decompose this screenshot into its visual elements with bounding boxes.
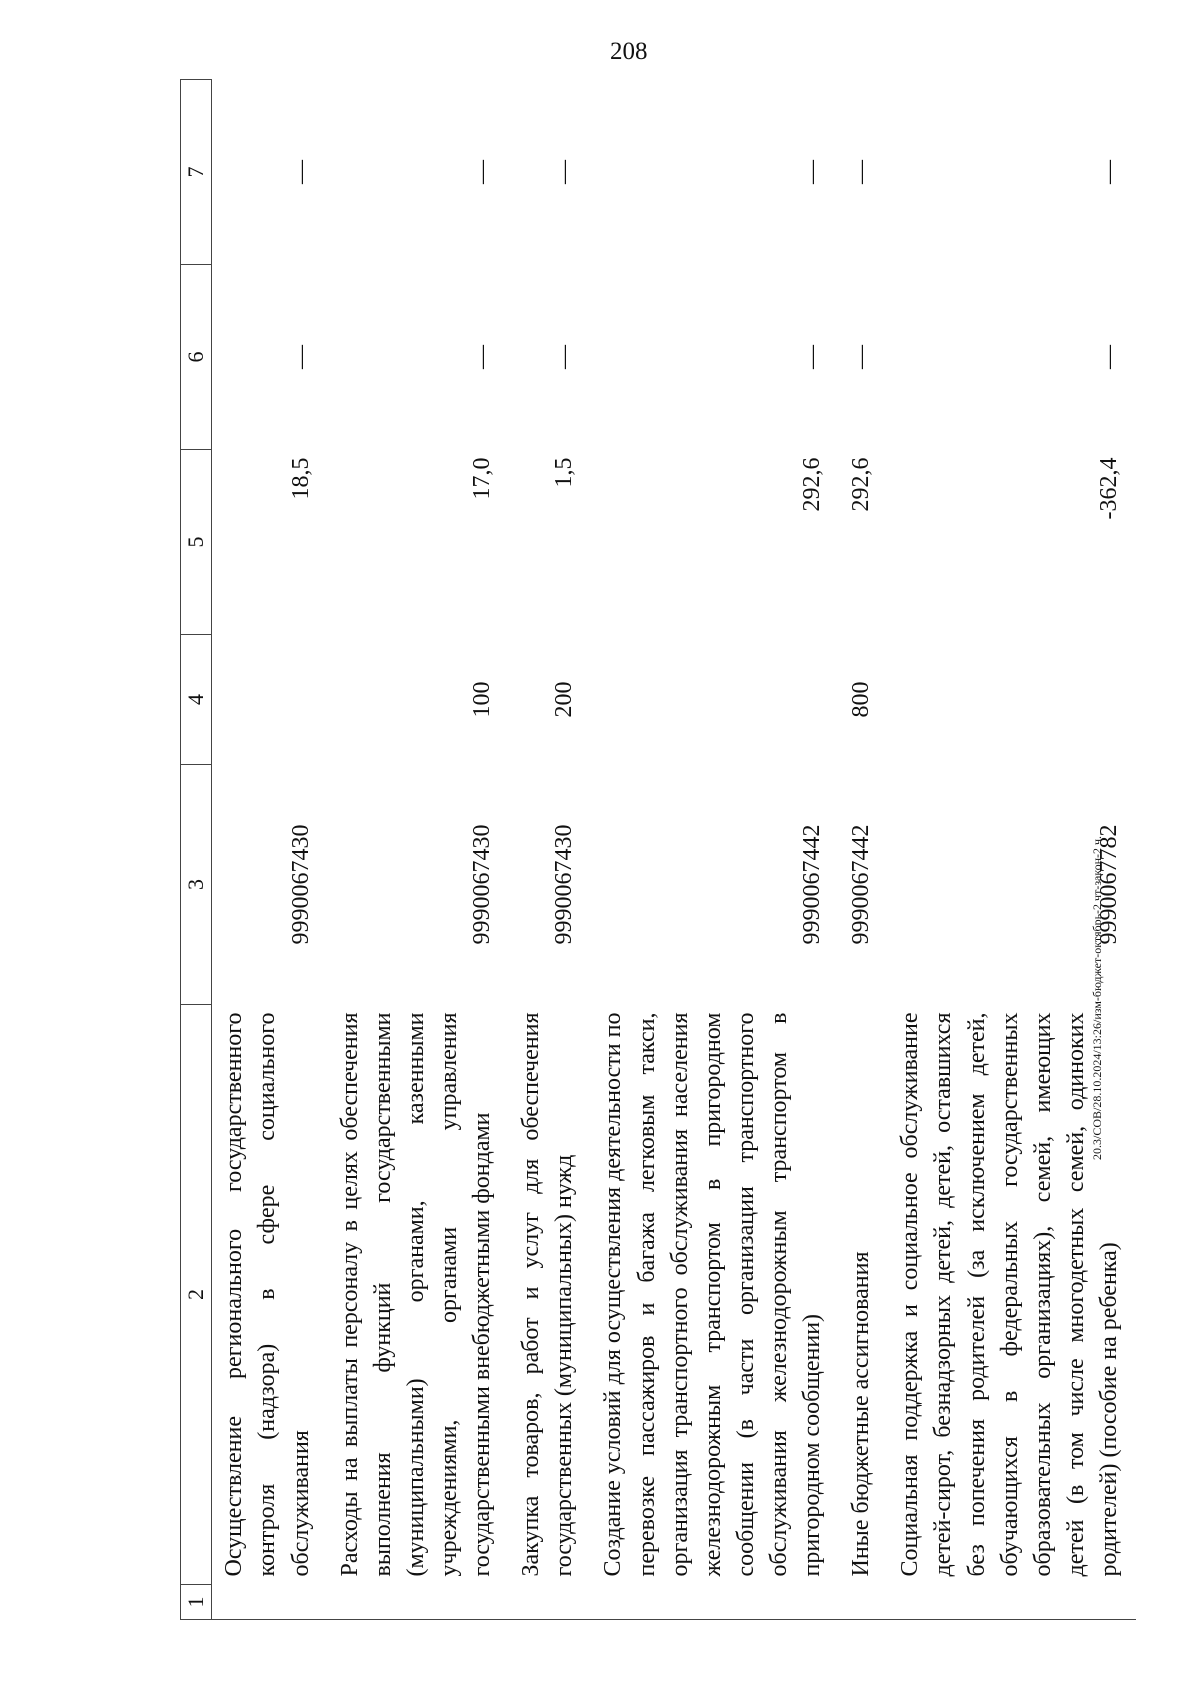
page-number: 208 [610,38,648,65]
cell-amount: 17,0 [469,457,496,500]
table-row [328,80,510,1620]
cell-col6: — [848,345,875,369]
cell-target-article: 9990067442 [799,824,826,945]
cell-amount: 292,6 [848,457,875,512]
cell-col6: — [469,345,496,369]
cell-amount: -362,4 [1095,457,1122,520]
table-row [212,80,328,1620]
cell-expense-type: 200 [551,681,578,718]
cell-col1 [328,1585,510,1620]
cell-description: Иные бюджетные ассигнования [848,1251,875,1577]
rotated-table-container [180,80,1122,1620]
cell-col1 [212,1585,328,1620]
table-row [509,80,591,1620]
cell-description: Расходы на выплаты персоналу в целях обеспечения выполнения функций государственными (муниципальными) органами, казенными учреждениями, органами управления государственными внебюджетными фондами [336,1012,496,1577]
cell-col1 [888,1585,1136,1620]
table-row [591,80,839,1620]
cell-amount: 292,6 [799,457,826,512]
cell-col6: — [287,345,314,369]
cell-amount: 18,5 [287,457,314,500]
cell-description: Осуществление регионального государственного контроля (надзора) в сфере социального обслуживания [221,1012,314,1577]
cell-expense-type [591,635,839,765]
cell-col6: — [799,345,826,369]
column-header-6: 6 [181,265,212,450]
cell-target-article: 9990067430 [469,824,496,945]
table-row [839,80,888,1620]
column-header-1: 1 [181,1585,212,1620]
cell-expense-type: 800 [848,681,875,718]
cell-target-article: 9990067430 [287,824,314,945]
cell-col7: — [799,160,826,184]
cell-col6: — [551,345,578,369]
column-header-2: 2 [181,1005,212,1585]
cell-col7: — [551,160,578,184]
cell-col1 [591,1585,839,1620]
cell-amount: 1,5 [551,457,578,488]
cell-description: Закупка товаров, работ и услуг для обеспечения государственных (муниципальных) нужд [518,1012,578,1577]
column-header-4: 4 [181,635,212,765]
cell-col1 [509,1585,591,1620]
cell-target-article: 9990067430 [551,824,578,945]
cell-col1 [839,1585,888,1620]
cell-col7: — [848,160,875,184]
cell-description: Создание условий для осуществления деятельности по перевозке пассажиров и багажа легковым такси, организация транспортного обслуживания населения железнодорожным транспортом в пригородном сообщении (в части организации транспортного обслуживания железнодорожным транспортом в пригородном сообщении) [600,1012,826,1577]
cell-description: Социальная поддержка и социальное обслуживание детей-сирот, безнадзорных детей, детей, оставшихся без попечения родителей (за исключением детей, обучающихся в федеральных государственных образовательных организациях), семей, имеющих детей (в том числе многодетных семей, одиноких родителей) (пособие на ребенка) [897,1012,1122,1577]
column-header-5: 5 [181,450,212,635]
cell-target-article: 9990067782 [1095,824,1122,945]
header-row [181,80,212,1620]
budget-table [180,79,1136,1620]
cell-col7: — [287,160,314,184]
column-header-3: 3 [181,765,212,1005]
cell-col7: — [469,160,496,184]
column-header-7: 7 [181,80,212,265]
cell-col7: — [1095,160,1122,184]
cell-expense-type [212,635,328,765]
cell-col6: — [1095,345,1122,369]
cell-target-article: 9990067442 [848,824,875,945]
cell-expense-type: 100 [469,681,496,718]
document-footer-code: 20.3/СОВ/28.10.2024/13:26/изм-бюджет-октябрь-2 чт-закон-2 ч. [1090,835,1104,1160]
